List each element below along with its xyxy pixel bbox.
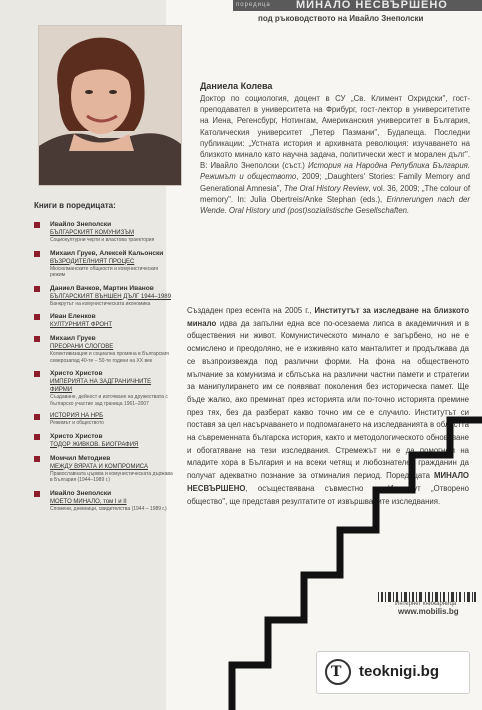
list-item: Иван Еленков КУЛТУРНИЯТ ФРОНТ [34,312,174,329]
series-title: МИНАЛО НЕСВЪРШЕНО [296,0,448,11]
series-editor-line: под ръководството на Ивайло Знеполски [258,14,424,23]
list-item: Михаил Груев ПРЕОРАНИ СЛОГОВЕ Колективизация и социална промяна в Българския северозапад 40-те – 50-те години на ХХ век [34,334,174,364]
author-name: Даниела Колева [200,81,273,91]
book-logo-icon: T [325,659,351,685]
author-bio: Доктор по социология, доцент в СУ „Св. Климент Охридски", гост-преподавател в университета на Фрибург, гост-лектор в университетите на Иена, Регенсбург, Нотингам, Американския университет в България, Католическия университет „Петер Пазмани", Будапеща. Последни публикации: „Устната история и архивната революция: изучаването на близкото минало като научна задача, политически жест и морален дълг". В: Ивайло Знеполски (съст.) История на Народна Република България. Режимът и обществото, 2009; „Daughters' Stories: Family Memory and Generational Amnesia", The Oral History Review, vol. 36, 2009; „The colour of memory". In: Julia Obertreis/Anke Stephan (eds.), Erinnerungen nach der Wende. Oral History und (post)sozialistische Gesellschaften. [200,94,470,216]
watermark-badge [316,651,470,694]
watermark-text: teoknigi.bg [359,663,439,680]
publisher-website: www.mobilis.bg [398,607,459,616]
series-tag: поредица [236,2,271,8]
list-item: Христо Христов ТОДОР ЖИВКОВ. БИОГРАФИЯ [34,432,174,449]
list-item: Ивайло Знеполски МОЕТО МИНАЛО, том I и II Спомени, дневници, свидетелства (1944 – 1989 г.) [34,489,174,513]
list-item: ИСТОРИЯ НА НРБ Режимът и обществото [34,412,174,427]
list-item: Христо Христов ИМПЕРИЯТА НА ЗАДГРАНИЧНИТЕ ФИРМИ Създаване, дейност и източване на дружествата с българско участие зад граница 1961–2007 [34,369,174,407]
list-item: Ивайло Знеполски БЪЛГАРСКИЯТ КОМУНИЗЪМ Социокултурни черти и властова траектория [34,220,174,244]
barcode-caption: Интернет книжарница [395,601,457,607]
list-item: Даниел Вачков, Мартин Иванов БЪЛГАРСКИЯТ ВЪНШЕН ДЪЛГ 1944–1989 Банкрутът на комунистическата икономика [34,284,174,308]
institute-description: Създаден през есента на 2005 г., Институтът за изследване на близкото минало идва да запълни една все по-осезаема липса в академичния и в обществения ни живот. Комунистическото минало е загърбено, но не е осмислено и преодоляно, не е изживяно като манталитет и продължава да се възпроизвежда под различни форми. На фона на общественото мълчание за комунизма и сблъсъка на различни частни памети и стратегии за манипулирането им се появяват поколения без историческа памет. Ще бъде жалко, ако преминат през историята или по-точно историята премине през тях, без да разберат какво точно им се е случило. Институтът си поставя за цел насърчаването и подпомагането на изследванията в областта на съвременната българска история, както и методологическото обновяване и обогатяване на тези изследвания. Стремежът ни е да помогнем на младите хора в България и на всеки четящ и любознателен гражданин да получат адекватно познание за отминалия период. Поредицата МИНАЛО НЕСВЪРШЕНО, осъществявана съвместно с Институт „Отворено общество", ще представя резултатите от извършваните изследвания. [187,306,469,506]
list-item: Момчил Методиев МЕЖДУ ВЯРАТА И КОМПРОМИСА Православната църква и комунистическата държава в България (1944–1989 г.) [34,454,174,484]
series-books-heading: Книги в поредицата: [34,201,116,210]
list-item: Михаил Груев, Алексей Кальонски ВЪЗРОДИТЕЛНИЯТ ПРОЦЕС Мюсюлманските общности и комунистическия режим [34,249,174,279]
